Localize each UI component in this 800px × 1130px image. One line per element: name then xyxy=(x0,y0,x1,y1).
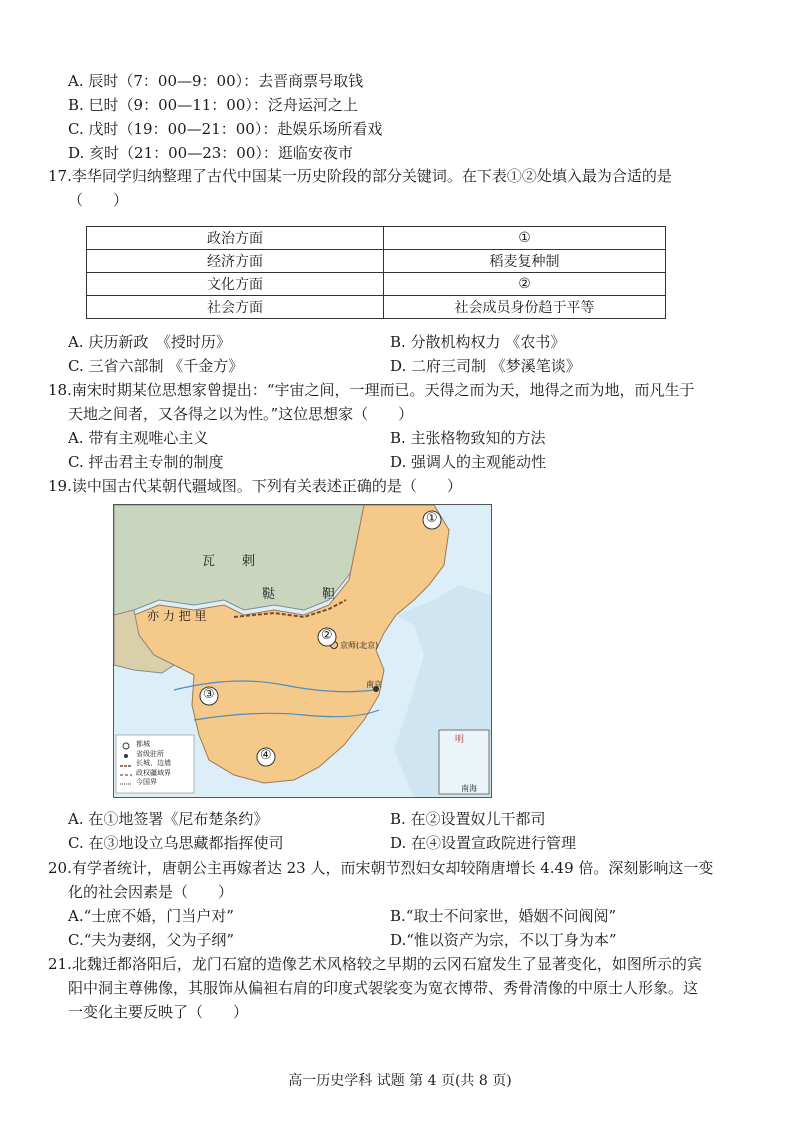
map-label-ming: 明 xyxy=(455,735,465,745)
q19-option-d: D. 在④设置宣政院进行管理 xyxy=(390,834,577,852)
q20-stem-line1: 20.有学者统计，唐朝公主再嫁者达 23 人，而宋朝节烈妇女却较隋唐增长 4.49 倍。深刻影响这一变 xyxy=(48,859,714,877)
q17-blank: （ ） xyxy=(68,191,129,209)
legend-item: 省级驻所 xyxy=(136,749,164,758)
map-marker-2: ② xyxy=(321,628,333,643)
table-cell-aspect: 文化方面 xyxy=(87,273,384,296)
q18-stem-line1: 18.南宋时期某位思想家曾提出：“宇宙之间，一理而已。天得之而为天，地得之而为地，而凡生于 xyxy=(48,381,695,399)
q16-option-c: C. 戊时（19：00—21：00）：赴娱乐场所看戏 xyxy=(68,120,383,138)
territory-map xyxy=(113,504,492,798)
q19-option-b: B. 在②设置奴儿干都司 xyxy=(390,810,546,828)
table-row xyxy=(87,227,666,250)
q20-option-d: D.“惟以资产为宗，不以丁身为本” xyxy=(390,931,617,949)
table-cell-aspect: 政治方面 xyxy=(87,227,384,250)
map-label-yilibali: 亦 力 把 里 xyxy=(147,609,207,623)
q17-stem: 17.李华同学归纳整理了古代中国某一历史阶段的部分关键词。在下表①②处填入最为合适的是 xyxy=(48,167,672,185)
q21-stem-line3: 一变化主要反映了（ ） xyxy=(68,1003,249,1021)
q17-option-b: B. 分散机构权力 《农书》 xyxy=(390,333,566,351)
table-row xyxy=(87,273,666,296)
legend-item: 都城 xyxy=(136,740,150,748)
map-label-wala: 瓦 xyxy=(202,554,216,569)
q16-option-d: D. 亥时（21：00—23：00）：逛临安夜市 xyxy=(68,144,353,162)
map-label-south-sea: 南海 xyxy=(461,784,477,793)
table-cell-content: 稻麦复种制 xyxy=(384,250,666,273)
map-legend xyxy=(136,740,191,788)
table-cell-content: ① xyxy=(384,227,666,250)
legend-item: 今国界 xyxy=(136,778,157,786)
map-label-tatar-2: 靼 xyxy=(322,587,336,602)
q20-stem-line2: 化的社会因素是（ ） xyxy=(68,883,234,901)
map-marker-4: ④ xyxy=(260,748,272,763)
map-label-beijing: 京师(北京) xyxy=(340,641,379,650)
q20-option-a: A.“士庶不婚，门当户对” xyxy=(68,907,234,925)
map-label-wala-2: 剌 xyxy=(242,554,256,569)
q18-option-d: D. 强调人的主观能动性 xyxy=(390,453,547,471)
map-label-tatar: 鞑 xyxy=(262,587,276,602)
table-cell-aspect: 社会方面 xyxy=(87,296,384,319)
legend-item: 长城、边墙 xyxy=(136,759,171,767)
table-row xyxy=(87,250,666,273)
q17-table xyxy=(86,226,666,319)
q18-option-a: A. 带有主观唯心主义 xyxy=(68,429,209,447)
map-marker-3: ③ xyxy=(203,687,215,702)
q18-stem-line2: 天地之间者，又各得之以为性。”这位思想家（ ） xyxy=(68,405,414,423)
q19-stem: 19.读中国古代某朝代疆域图。下列有关表述正确的是（ ） xyxy=(48,477,462,495)
q17-option-a: A. 庆历新政 《授时历》 xyxy=(68,333,231,351)
q19-option-c: C. 在③地设立乌思藏都指挥使司 xyxy=(68,834,284,852)
map-label-nanjing: 南京 xyxy=(366,680,382,689)
q18-option-b: B. 主张格物致知的方法 xyxy=(390,429,546,447)
q20-option-b: B.“取士不问家世，婚姻不问阀阅” xyxy=(390,907,617,925)
table-cell-content: ② xyxy=(384,273,666,296)
q20-option-c: C.“夫为妻纲，父为子纲” xyxy=(68,931,235,949)
q21-stem-line1: 21.北魏迁都洛阳后，龙门石窟的造像艺术风格较之早期的云冈石窟发生了显著变化，如图所示的宾 xyxy=(48,955,702,973)
q17-option-d: D. 二府三司制 《梦溪笔谈》 xyxy=(390,357,581,375)
q17-option-c: C. 三省六部制 《千金方》 xyxy=(68,357,244,375)
q16-option-a: A. 辰时（7：00—9：00）：去晋商票号取钱 xyxy=(68,72,364,90)
table-cell-content: 社会成员身份趋于平等 xyxy=(384,296,666,319)
legend-item: 政权疆域界 xyxy=(136,768,171,777)
q21-stem-line2: 阳中洞主尊佛像，其服饰从偏袒右肩的印度式袈裟变为宽衣博带、秀骨清像的中原士人形象。这 xyxy=(68,979,699,997)
map-marker-1: ① xyxy=(426,511,438,526)
q18-option-c: C. 抨击君主专制的制度 xyxy=(68,453,224,471)
q16-option-b: B. 巳时（9：00—11：00）：泛舟运河之上 xyxy=(68,96,358,114)
page-footer: 高一历史学科 试题 第 4 页(共 8 页) xyxy=(288,1073,512,1089)
table-row xyxy=(87,296,666,319)
q19-option-a: A. 在①地签署《尼布楚条约》 xyxy=(68,810,269,828)
table-cell-aspect: 经济方面 xyxy=(87,250,384,273)
